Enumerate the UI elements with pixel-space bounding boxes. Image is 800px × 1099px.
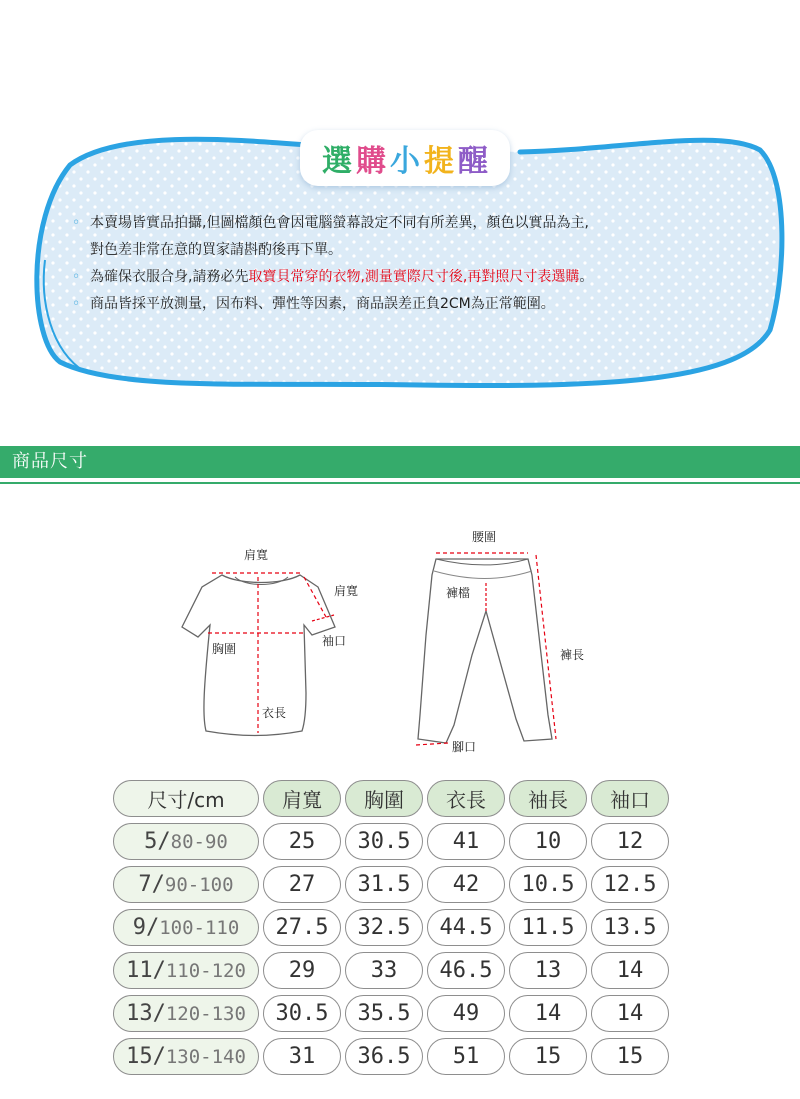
value-cell: 41 (427, 823, 505, 860)
value-cell: 44.5 (427, 909, 505, 946)
value-cell: 35.5 (345, 995, 423, 1032)
measurement-diagram (0, 515, 800, 765)
label-top-length: 衣長 (262, 706, 287, 720)
value-cell: 29 (263, 952, 341, 989)
reminder-title (300, 130, 510, 186)
label-waist: 腰圍 (472, 530, 497, 544)
value-cell: 49 (427, 995, 505, 1032)
size-cell: 13/ 120-130 (113, 995, 259, 1032)
tshirt-diagram (182, 547, 358, 736)
value-cell: 12.5 (591, 866, 669, 903)
value-cell: 46.5 (427, 952, 505, 989)
reminder-highlight: 取寶貝常穿的衣物,測量實際尺寸後,再對照尺寸表選購 (248, 269, 580, 285)
reminder-line (72, 264, 752, 291)
header-sleeve: 袖長 (509, 780, 587, 817)
reminder-text-part: 對色差非常在意的買家請斟酌後再下單。 (90, 242, 342, 258)
reminder-text-part: 。 (579, 269, 594, 285)
pants-diagram (416, 530, 584, 754)
value-cell: 25 (263, 823, 341, 860)
title-char: 醒 (458, 144, 488, 179)
size-cell: 15/ 130-140 (113, 1038, 259, 1075)
label-shoulder: 肩寬 (244, 548, 269, 562)
value-cell: 15 (509, 1038, 587, 1075)
table-row (113, 823, 669, 860)
value-cell: 31.5 (345, 866, 423, 903)
bullet-icon: ◦ (72, 215, 81, 231)
value-cell: 51 (427, 1038, 505, 1075)
value-cell: 11.5 (509, 909, 587, 946)
header-length: 衣長 (427, 780, 505, 817)
reminder-line (72, 237, 752, 264)
title-char: 提 (424, 144, 454, 179)
value-cell: 31 (263, 1038, 341, 1075)
size-cell: 5/ 80-90 (113, 823, 259, 860)
table-row (113, 995, 669, 1032)
shopping-reminder-panel (0, 0, 800, 420)
bullet-icon: ◦ (72, 269, 81, 285)
bullet-icon: ◦ (72, 296, 81, 312)
table-row (113, 952, 669, 989)
value-cell: 33 (345, 952, 423, 989)
title-char: 小 (390, 144, 420, 179)
size-cell: 7/ 90-100 (113, 866, 259, 903)
label-pants-length: 褲長 (560, 648, 585, 662)
label-sleeve-length: 肩寬 (334, 584, 359, 598)
value-cell: 14 (591, 952, 669, 989)
header-shoulder: 肩寬 (263, 780, 341, 817)
header-size: 尺寸/cm (113, 780, 259, 817)
value-cell: 27.5 (263, 909, 341, 946)
label-ankle: 腳口 (452, 740, 477, 754)
reminder-line (72, 291, 752, 318)
value-cell: 36.5 (345, 1038, 423, 1075)
header-cuff: 袖口 (591, 780, 669, 817)
value-cell: 10 (509, 823, 587, 860)
table-row (113, 909, 669, 946)
value-cell: 14 (509, 995, 587, 1032)
section-divider (0, 482, 800, 484)
value-cell: 30.5 (345, 823, 423, 860)
value-cell: 13 (509, 952, 587, 989)
value-cell: 10.5 (509, 866, 587, 903)
table-header-row (113, 780, 669, 817)
section-header-product-size: 商品尺寸 (0, 446, 800, 478)
header-chest: 胸圍 (345, 780, 423, 817)
label-cuff: 袖口 (322, 634, 347, 648)
reminder-text-part: 為確保衣服合身,請務必先 (90, 269, 249, 285)
label-chest: 胸圍 (212, 642, 237, 656)
value-cell: 32.5 (345, 909, 423, 946)
value-cell: 15 (591, 1038, 669, 1075)
table-row (113, 866, 669, 903)
title-char: 選 (322, 144, 352, 179)
reminder-text (72, 210, 752, 318)
label-crotch: 褲檔 (446, 586, 471, 600)
value-cell: 42 (427, 866, 505, 903)
value-cell: 30.5 (263, 995, 341, 1032)
title-char: 購 (356, 144, 386, 179)
value-cell: 14 (591, 995, 669, 1032)
table-row (113, 1038, 669, 1075)
reminder-text-part: 商品皆採平放測量，因布料、彈性等因素，商品誤差正負2CM為正常範圍。 (90, 296, 555, 312)
value-cell: 27 (263, 866, 341, 903)
size-cell: 9/ 100-110 (113, 909, 259, 946)
size-table (113, 780, 669, 1081)
value-cell: 13.5 (591, 909, 669, 946)
value-cell: 12 (591, 823, 669, 860)
reminder-text-part: 本賣場皆實品拍攝,但圖檔顏色會因電腦螢幕設定不同有所差異，顏色以實品為主, (90, 215, 589, 231)
size-cell: 11/ 110-120 (113, 952, 259, 989)
reminder-line (72, 210, 752, 237)
